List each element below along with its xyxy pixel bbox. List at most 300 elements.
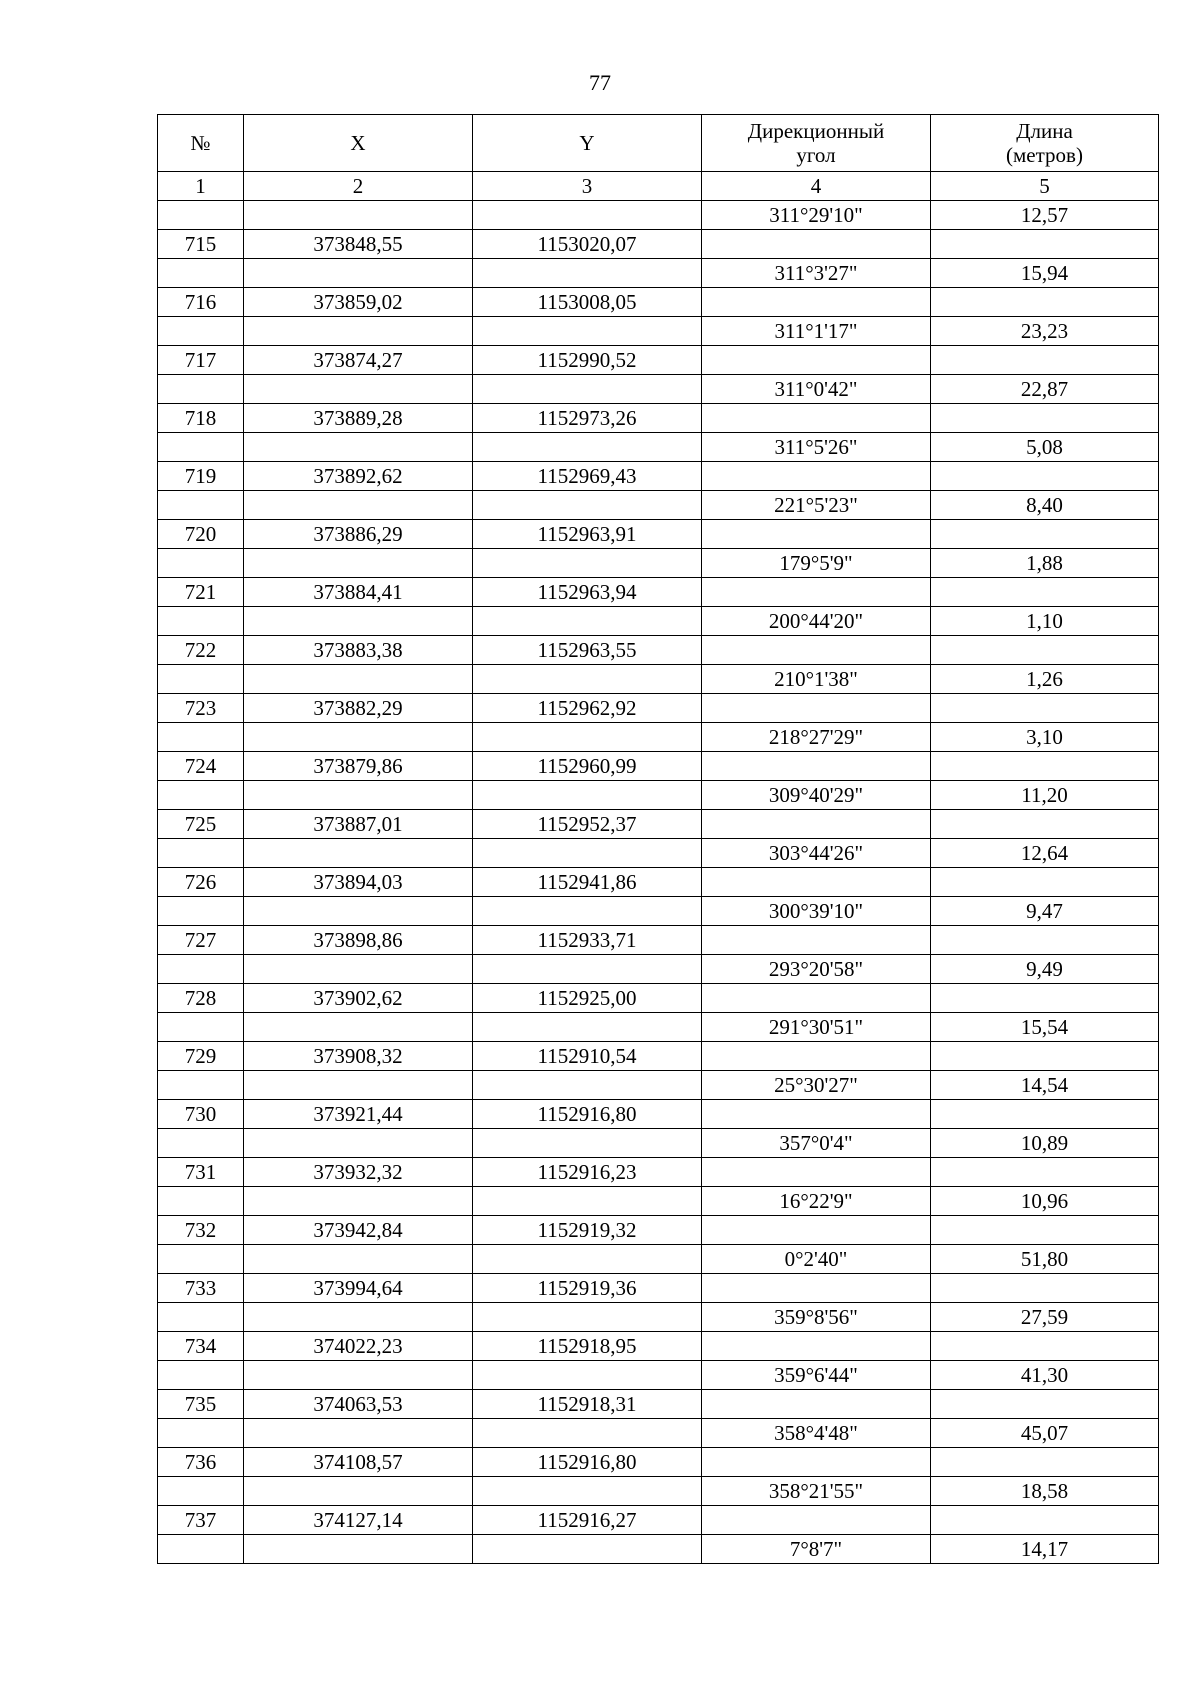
segment-row bbox=[158, 433, 1159, 462]
empty-cell bbox=[473, 955, 702, 984]
segment-length: 9,49 bbox=[931, 955, 1159, 984]
header-length bbox=[931, 115, 1159, 172]
coordinates-table bbox=[157, 114, 1159, 1564]
empty-cell bbox=[158, 839, 244, 868]
point-x: 373921,44 bbox=[244, 1100, 473, 1129]
empty-cell bbox=[244, 491, 473, 520]
point-number: 716 bbox=[158, 288, 244, 317]
point-number: 717 bbox=[158, 346, 244, 375]
point-row bbox=[158, 810, 1159, 839]
empty-cell bbox=[702, 1216, 931, 1245]
segment-length: 11,20 bbox=[931, 781, 1159, 810]
point-row bbox=[158, 1158, 1159, 1187]
point-y: 1152916,80 bbox=[473, 1100, 702, 1129]
column-number: 2 bbox=[244, 172, 473, 201]
point-row bbox=[158, 694, 1159, 723]
header-length-line1: Длина bbox=[1016, 119, 1073, 143]
point-number: 736 bbox=[158, 1448, 244, 1477]
point-x: 373874,27 bbox=[244, 346, 473, 375]
segment-row bbox=[158, 781, 1159, 810]
empty-cell bbox=[702, 868, 931, 897]
segment-length: 8,40 bbox=[931, 491, 1159, 520]
segment-length: 18,58 bbox=[931, 1477, 1159, 1506]
segment-length: 3,10 bbox=[931, 723, 1159, 752]
empty-cell bbox=[244, 1129, 473, 1158]
segment-row bbox=[158, 1129, 1159, 1158]
segment-row bbox=[158, 1535, 1159, 1564]
point-number: 732 bbox=[158, 1216, 244, 1245]
segment-length: 9,47 bbox=[931, 897, 1159, 926]
segment-row bbox=[158, 1013, 1159, 1042]
segment-angle: 300°39'10" bbox=[702, 897, 931, 926]
empty-cell bbox=[931, 868, 1159, 897]
empty-cell bbox=[244, 1535, 473, 1564]
point-row bbox=[158, 230, 1159, 259]
empty-cell bbox=[158, 1071, 244, 1100]
segment-row bbox=[158, 317, 1159, 346]
segment-row bbox=[158, 1419, 1159, 1448]
empty-cell bbox=[473, 491, 702, 520]
point-y: 1152916,80 bbox=[473, 1448, 702, 1477]
empty-cell bbox=[702, 1158, 931, 1187]
empty-cell bbox=[473, 1187, 702, 1216]
empty-cell bbox=[702, 694, 931, 723]
empty-cell bbox=[931, 404, 1159, 433]
point-y: 1152933,71 bbox=[473, 926, 702, 955]
empty-cell bbox=[244, 1013, 473, 1042]
point-row bbox=[158, 404, 1159, 433]
segment-row bbox=[158, 1477, 1159, 1506]
header-length-line2: (метров) bbox=[1006, 143, 1083, 167]
segment-row bbox=[158, 1071, 1159, 1100]
point-y: 1152969,43 bbox=[473, 462, 702, 491]
segment-length: 14,17 bbox=[931, 1535, 1159, 1564]
point-row bbox=[158, 868, 1159, 897]
empty-cell bbox=[244, 839, 473, 868]
point-row bbox=[158, 636, 1159, 665]
empty-cell bbox=[931, 1042, 1159, 1071]
point-number: 718 bbox=[158, 404, 244, 433]
point-x: 373902,62 bbox=[244, 984, 473, 1013]
empty-cell bbox=[158, 317, 244, 346]
point-number: 726 bbox=[158, 868, 244, 897]
empty-cell bbox=[473, 1535, 702, 1564]
point-number: 730 bbox=[158, 1100, 244, 1129]
segment-length: 14,54 bbox=[931, 1071, 1159, 1100]
empty-cell bbox=[473, 1245, 702, 1274]
point-y: 1152990,52 bbox=[473, 346, 702, 375]
empty-cell bbox=[244, 317, 473, 346]
empty-cell bbox=[702, 1100, 931, 1129]
empty-cell bbox=[158, 201, 244, 230]
empty-cell bbox=[931, 1390, 1159, 1419]
segment-length: 45,07 bbox=[931, 1419, 1159, 1448]
empty-cell bbox=[473, 1071, 702, 1100]
point-row bbox=[158, 1390, 1159, 1419]
empty-cell bbox=[473, 375, 702, 404]
empty-cell bbox=[473, 897, 702, 926]
segment-length: 12,64 bbox=[931, 839, 1159, 868]
point-row bbox=[158, 462, 1159, 491]
empty-cell bbox=[473, 201, 702, 230]
point-number: 734 bbox=[158, 1332, 244, 1361]
segment-row bbox=[158, 1245, 1159, 1274]
empty-cell bbox=[473, 317, 702, 346]
empty-cell bbox=[931, 1100, 1159, 1129]
point-row bbox=[158, 984, 1159, 1013]
point-y: 1152918,31 bbox=[473, 1390, 702, 1419]
point-number: 715 bbox=[158, 230, 244, 259]
empty-cell bbox=[931, 810, 1159, 839]
segment-angle: 218°27'29" bbox=[702, 723, 931, 752]
empty-cell bbox=[931, 1274, 1159, 1303]
segment-row bbox=[158, 955, 1159, 984]
empty-cell bbox=[158, 375, 244, 404]
point-row bbox=[158, 520, 1159, 549]
point-x: 373908,32 bbox=[244, 1042, 473, 1071]
empty-cell bbox=[473, 1013, 702, 1042]
point-number: 733 bbox=[158, 1274, 244, 1303]
empty-cell bbox=[931, 520, 1159, 549]
empty-cell bbox=[244, 1477, 473, 1506]
point-number: 724 bbox=[158, 752, 244, 781]
empty-cell bbox=[702, 752, 931, 781]
segment-angle: 293°20'58" bbox=[702, 955, 931, 984]
point-y: 1152910,54 bbox=[473, 1042, 702, 1071]
segment-row bbox=[158, 1187, 1159, 1216]
empty-cell bbox=[702, 1448, 931, 1477]
segment-row bbox=[158, 723, 1159, 752]
point-x: 373942,84 bbox=[244, 1216, 473, 1245]
point-y: 1152918,95 bbox=[473, 1332, 702, 1361]
point-number: 725 bbox=[158, 810, 244, 839]
segment-angle: 357°0'4" bbox=[702, 1129, 931, 1158]
empty-cell bbox=[931, 694, 1159, 723]
empty-cell bbox=[702, 404, 931, 433]
empty-cell bbox=[702, 1042, 931, 1071]
empty-cell bbox=[158, 665, 244, 694]
empty-cell bbox=[931, 926, 1159, 955]
empty-cell bbox=[931, 752, 1159, 781]
empty-cell bbox=[244, 549, 473, 578]
segment-angle: 210°1'38" bbox=[702, 665, 931, 694]
point-y: 1152919,32 bbox=[473, 1216, 702, 1245]
segment-row bbox=[158, 375, 1159, 404]
segment-angle: 0°2'40" bbox=[702, 1245, 931, 1274]
empty-cell bbox=[931, 230, 1159, 259]
empty-cell bbox=[702, 984, 931, 1013]
point-y: 1153020,07 bbox=[473, 230, 702, 259]
empty-cell bbox=[931, 984, 1159, 1013]
segment-row bbox=[158, 1303, 1159, 1332]
point-number: 731 bbox=[158, 1158, 244, 1187]
empty-cell bbox=[931, 346, 1159, 375]
point-y: 1152916,23 bbox=[473, 1158, 702, 1187]
point-number: 723 bbox=[158, 694, 244, 723]
empty-cell bbox=[702, 578, 931, 607]
point-number: 721 bbox=[158, 578, 244, 607]
segment-angle: 291°30'51" bbox=[702, 1013, 931, 1042]
header-angle-line2: угол bbox=[796, 143, 836, 167]
empty-cell bbox=[473, 433, 702, 462]
empty-cell bbox=[244, 259, 473, 288]
empty-cell bbox=[931, 1158, 1159, 1187]
empty-cell bbox=[244, 723, 473, 752]
empty-cell bbox=[158, 549, 244, 578]
point-y: 1152960,99 bbox=[473, 752, 702, 781]
segment-row bbox=[158, 665, 1159, 694]
segment-length: 5,08 bbox=[931, 433, 1159, 462]
segment-angle: 303°44'26" bbox=[702, 839, 931, 868]
empty-cell bbox=[158, 1477, 244, 1506]
empty-cell bbox=[931, 1506, 1159, 1535]
segment-length: 1,88 bbox=[931, 549, 1159, 578]
point-number: 737 bbox=[158, 1506, 244, 1535]
empty-cell bbox=[158, 955, 244, 984]
empty-cell bbox=[702, 926, 931, 955]
header-y: Y bbox=[473, 115, 702, 172]
point-y: 1152962,92 bbox=[473, 694, 702, 723]
empty-cell bbox=[473, 1361, 702, 1390]
point-x: 374127,14 bbox=[244, 1506, 473, 1535]
point-x: 373884,41 bbox=[244, 578, 473, 607]
segment-angle: 7°8'7" bbox=[702, 1535, 931, 1564]
segment-angle: 311°0'42" bbox=[702, 375, 931, 404]
empty-cell bbox=[473, 1419, 702, 1448]
point-number: 735 bbox=[158, 1390, 244, 1419]
segment-angle: 311°29'10" bbox=[702, 201, 931, 230]
segment-angle: 309°40'29" bbox=[702, 781, 931, 810]
segment-angle: 311°5'26" bbox=[702, 433, 931, 462]
empty-cell bbox=[702, 1506, 931, 1535]
point-x: 373892,62 bbox=[244, 462, 473, 491]
point-row bbox=[158, 346, 1159, 375]
segment-row bbox=[158, 1361, 1159, 1390]
column-number: 1 bbox=[158, 172, 244, 201]
point-number: 720 bbox=[158, 520, 244, 549]
empty-cell bbox=[158, 1361, 244, 1390]
header-angle bbox=[702, 115, 931, 172]
empty-cell bbox=[244, 665, 473, 694]
point-x: 373883,38 bbox=[244, 636, 473, 665]
empty-cell bbox=[244, 607, 473, 636]
empty-cell bbox=[158, 1303, 244, 1332]
coordinates-table-body bbox=[158, 115, 1159, 1564]
point-y: 1152952,37 bbox=[473, 810, 702, 839]
point-x: 373898,86 bbox=[244, 926, 473, 955]
point-y: 1152916,27 bbox=[473, 1506, 702, 1535]
point-row bbox=[158, 1506, 1159, 1535]
segment-length: 22,87 bbox=[931, 375, 1159, 404]
point-y: 1153008,05 bbox=[473, 288, 702, 317]
empty-cell bbox=[931, 1332, 1159, 1361]
segment-length: 15,94 bbox=[931, 259, 1159, 288]
empty-cell bbox=[244, 201, 473, 230]
empty-cell bbox=[158, 259, 244, 288]
empty-cell bbox=[473, 607, 702, 636]
page-number: 77 bbox=[589, 70, 611, 95]
empty-cell bbox=[702, 636, 931, 665]
empty-cell bbox=[473, 839, 702, 868]
segment-row bbox=[158, 491, 1159, 520]
empty-cell bbox=[702, 1390, 931, 1419]
empty-cell bbox=[473, 1129, 702, 1158]
point-row bbox=[158, 1448, 1159, 1477]
empty-cell bbox=[244, 781, 473, 810]
segment-row bbox=[158, 607, 1159, 636]
point-row bbox=[158, 1332, 1159, 1361]
point-y: 1152963,55 bbox=[473, 636, 702, 665]
segment-length: 12,57 bbox=[931, 201, 1159, 230]
empty-cell bbox=[244, 955, 473, 984]
empty-cell bbox=[158, 1129, 244, 1158]
empty-cell bbox=[931, 636, 1159, 665]
segment-angle: 200°44'20" bbox=[702, 607, 931, 636]
point-x: 373887,01 bbox=[244, 810, 473, 839]
empty-cell bbox=[244, 1303, 473, 1332]
empty-cell bbox=[702, 1332, 931, 1361]
point-number: 727 bbox=[158, 926, 244, 955]
segment-angle: 221°5'23" bbox=[702, 491, 931, 520]
point-y: 1152925,00 bbox=[473, 984, 702, 1013]
empty-cell bbox=[158, 897, 244, 926]
empty-cell bbox=[158, 607, 244, 636]
header-angle-line1: Дирекционный bbox=[747, 119, 885, 143]
segment-length: 1,26 bbox=[931, 665, 1159, 694]
empty-cell bbox=[702, 230, 931, 259]
point-row bbox=[158, 752, 1159, 781]
point-y: 1152973,26 bbox=[473, 404, 702, 433]
point-number: 728 bbox=[158, 984, 244, 1013]
point-x: 373859,02 bbox=[244, 288, 473, 317]
point-y: 1152941,86 bbox=[473, 868, 702, 897]
segment-angle: 358°4'48" bbox=[702, 1419, 931, 1448]
segment-angle: 359°8'56" bbox=[702, 1303, 931, 1332]
point-number: 729 bbox=[158, 1042, 244, 1071]
segment-row bbox=[158, 259, 1159, 288]
empty-cell bbox=[473, 781, 702, 810]
empty-cell bbox=[931, 1216, 1159, 1245]
point-x: 373932,32 bbox=[244, 1158, 473, 1187]
empty-cell bbox=[158, 1187, 244, 1216]
empty-cell bbox=[931, 1448, 1159, 1477]
empty-cell bbox=[473, 665, 702, 694]
segment-angle: 16°22'9" bbox=[702, 1187, 931, 1216]
segment-length: 23,23 bbox=[931, 317, 1159, 346]
header-x: X bbox=[244, 115, 473, 172]
empty-cell bbox=[158, 1013, 244, 1042]
segment-length: 1,10 bbox=[931, 607, 1159, 636]
segment-length: 51,80 bbox=[931, 1245, 1159, 1274]
point-y: 1152963,94 bbox=[473, 578, 702, 607]
point-x: 373889,28 bbox=[244, 404, 473, 433]
point-x: 373886,29 bbox=[244, 520, 473, 549]
segment-angle: 25°30'27" bbox=[702, 1071, 931, 1100]
empty-cell bbox=[931, 288, 1159, 317]
point-row bbox=[158, 1100, 1159, 1129]
segment-angle: 359°6'44" bbox=[702, 1361, 931, 1390]
empty-cell bbox=[244, 1361, 473, 1390]
point-number: 719 bbox=[158, 462, 244, 491]
empty-cell bbox=[244, 1071, 473, 1100]
point-x: 374108,57 bbox=[244, 1448, 473, 1477]
point-row bbox=[158, 578, 1159, 607]
empty-cell bbox=[702, 1274, 931, 1303]
empty-cell bbox=[244, 1187, 473, 1216]
empty-cell bbox=[702, 520, 931, 549]
segment-angle: 358°21'55" bbox=[702, 1477, 931, 1506]
column-number: 4 bbox=[702, 172, 931, 201]
empty-cell bbox=[244, 1245, 473, 1274]
point-x: 373848,55 bbox=[244, 230, 473, 259]
empty-cell bbox=[158, 433, 244, 462]
segment-length: 15,54 bbox=[931, 1013, 1159, 1042]
segment-row bbox=[158, 897, 1159, 926]
empty-cell bbox=[158, 723, 244, 752]
empty-cell bbox=[244, 433, 473, 462]
segment-length: 10,96 bbox=[931, 1187, 1159, 1216]
column-number: 3 bbox=[473, 172, 702, 201]
empty-cell bbox=[244, 375, 473, 404]
point-row bbox=[158, 1274, 1159, 1303]
point-row bbox=[158, 1042, 1159, 1071]
empty-cell bbox=[158, 1419, 244, 1448]
point-y: 1152919,36 bbox=[473, 1274, 702, 1303]
empty-cell bbox=[702, 346, 931, 375]
point-x: 373994,64 bbox=[244, 1274, 473, 1303]
point-number: 722 bbox=[158, 636, 244, 665]
segment-angle: 311°3'27" bbox=[702, 259, 931, 288]
segment-row bbox=[158, 839, 1159, 868]
empty-cell bbox=[702, 810, 931, 839]
column-numbers-row bbox=[158, 172, 1159, 201]
point-x: 373894,03 bbox=[244, 868, 473, 897]
empty-cell bbox=[931, 462, 1159, 491]
point-x: 374022,23 bbox=[244, 1332, 473, 1361]
segment-angle: 179°5'9" bbox=[702, 549, 931, 578]
empty-cell bbox=[158, 1535, 244, 1564]
point-x: 373882,29 bbox=[244, 694, 473, 723]
point-row bbox=[158, 926, 1159, 955]
point-x: 374063,53 bbox=[244, 1390, 473, 1419]
segment-row bbox=[158, 549, 1159, 578]
empty-cell bbox=[158, 781, 244, 810]
empty-cell bbox=[931, 578, 1159, 607]
point-row bbox=[158, 1216, 1159, 1245]
empty-cell bbox=[158, 491, 244, 520]
empty-cell bbox=[473, 259, 702, 288]
empty-cell bbox=[473, 1477, 702, 1506]
empty-cell bbox=[158, 1245, 244, 1274]
point-row bbox=[158, 288, 1159, 317]
empty-cell bbox=[473, 1303, 702, 1332]
segment-row bbox=[158, 201, 1159, 230]
segment-length: 41,30 bbox=[931, 1361, 1159, 1390]
header-row bbox=[158, 115, 1159, 172]
segment-angle: 311°1'17" bbox=[702, 317, 931, 346]
empty-cell bbox=[702, 462, 931, 491]
empty-cell bbox=[244, 1419, 473, 1448]
segment-length: 27,59 bbox=[931, 1303, 1159, 1332]
segment-length: 10,89 bbox=[931, 1129, 1159, 1158]
empty-cell bbox=[702, 288, 931, 317]
empty-cell bbox=[473, 723, 702, 752]
column-number: 5 bbox=[931, 172, 1159, 201]
point-y: 1152963,91 bbox=[473, 520, 702, 549]
empty-cell bbox=[473, 549, 702, 578]
empty-cell bbox=[244, 897, 473, 926]
header-num: № bbox=[158, 115, 244, 172]
